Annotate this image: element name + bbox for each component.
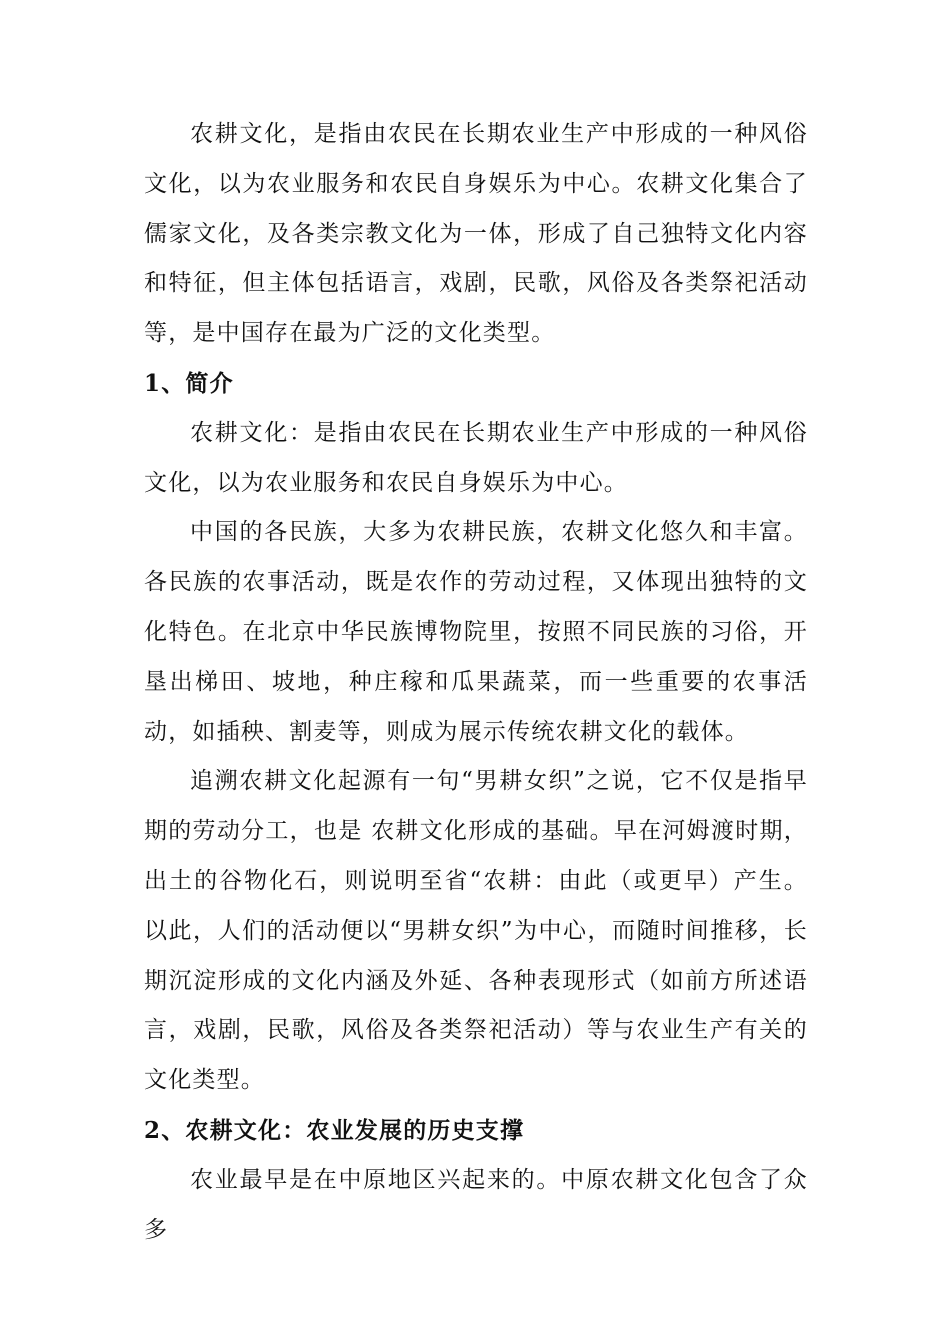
document-page [144, 110, 808, 1255]
section-1-paragraph-1: 农耕文化：是指由农民在长期农业生产中形成的一种风俗文化，以为农业服务和农民自身娱乐为中心。 [144, 419, 808, 496]
section-2-paragraph-1: 农业最早是在中原地区兴起来的。中原农耕文化包含了众多 [144, 1166, 808, 1243]
section-1-paragraph-2: 中国的各民族，大多为农耕民族，农耕文化悠久和丰富。各民族的农事活动，既是农作的劳动过程，又体现出独特的文化特色。在北京中华民族博物院里，按照不同民族的习俗，开垦出梯田、坡地，种庄稼和瓜果蔬菜，而一些重要的农事活动，如插秧、割麦等，则成为展示传统农耕文化的载体。 [144, 519, 808, 745]
section-1-paragraph-3: 追溯农耕文化起源有一句“男耕女织”之说，它不仅是指早期的劳动分工，也是 农耕文化形成的基础。早在河姆渡时期，出土的谷物化石，则说明至省“农耕：由此（或更早）产生。以此，人们的活动便以“男耕女织”为中心，而随时间推移，长期沉淀形成的文化内涵及外延、各种表现形式（如前方所述语言，戏剧，民歌，风俗及各类祭祀活动）等与农业生产有关的文化类型。 [144, 768, 808, 1094]
section-2-heading: 2、农耕文化：农业发展的历史支撑 [144, 1116, 525, 1144]
section-1-heading: 1、简介 [144, 369, 234, 397]
intro-paragraph: 农耕文化，是指由农民在长期农业生产中形成的一种风俗文化，以为农业服务和农民自身娱乐为中心。农耕文化集合了儒家文化，及各类宗教文化为一体，形成了自己独特文化内容和特征，但主体包括语言，戏剧，民歌，风俗及各类祭祀活动等，是中国存在最为广泛的文化类型。 [144, 121, 808, 347]
